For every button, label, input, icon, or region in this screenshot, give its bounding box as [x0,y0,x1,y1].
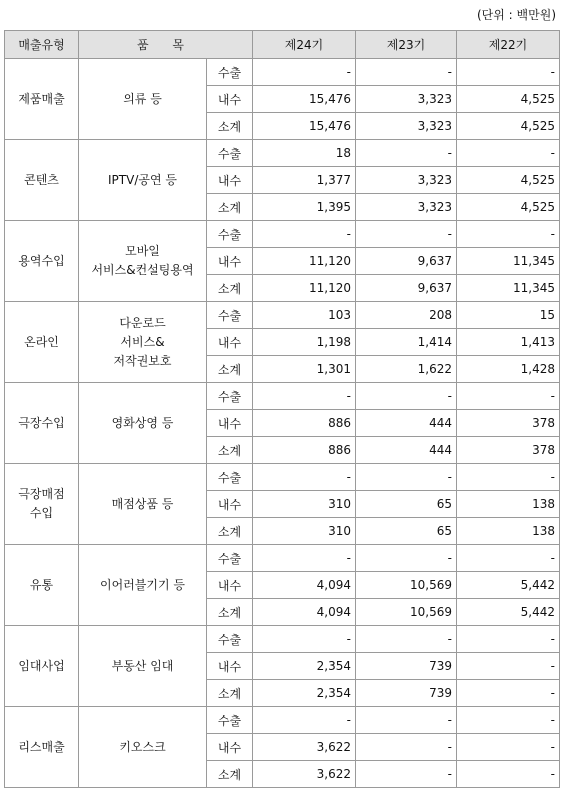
sales-kind-cell: 소계 [207,275,253,302]
value-cell-period-22: 138 [457,518,560,545]
table-row [5,626,560,653]
value-cell-period-22: - [457,653,560,680]
value-cell-period-23: 208 [356,302,457,329]
value-cell-period-23: 65 [356,491,457,518]
item-label: 서비스& [120,334,165,349]
value-cell-period-24: 1,198 [253,329,356,356]
value-cell-period-24: 1,395 [253,194,356,221]
sales-kind-cell: 수출 [207,59,253,86]
sales-type-cell [5,707,79,788]
item-label: 키오스크 [119,739,166,754]
sales-kind-cell: 소계 [207,113,253,140]
value-cell-period-22: - [457,545,560,572]
sales-kind-cell: 소계 [207,761,253,788]
item-cell [79,59,207,140]
sales-type-cell [5,464,79,545]
value-cell-period-23: - [356,59,457,86]
table-row [5,140,560,167]
item-label: 다운로드 [119,315,166,330]
value-cell-period-23: 1,414 [356,329,457,356]
value-cell-period-23: - [356,221,457,248]
sales-type-label: 극장수입 [18,415,65,430]
sales-kind-cell: 수출 [207,383,253,410]
value-cell-period-24: - [253,626,356,653]
value-cell-period-23: - [356,545,457,572]
value-cell-period-23: 3,323 [356,194,457,221]
value-cell-period-24: - [253,707,356,734]
item-cell [79,707,207,788]
value-cell-period-23: - [356,383,457,410]
sales-type-label: 임대사업 [18,658,65,673]
sales-kind-cell: 소계 [207,437,253,464]
value-cell-period-22: 1,428 [457,356,560,383]
value-cell-period-24: 15,476 [253,86,356,113]
value-cell-period-24: 11,120 [253,275,356,302]
value-cell-period-24: 4,094 [253,572,356,599]
value-cell-period-23: 3,323 [356,113,457,140]
value-cell-period-22: - [457,383,560,410]
item-cell [79,140,207,221]
value-cell-period-22: 11,345 [457,275,560,302]
sales-type-label: 제품매출 [18,91,65,106]
value-cell-period-24: - [253,221,356,248]
sales-type-label: 수입 [29,506,54,520]
sales-type-label: 리스매출 [18,739,65,754]
value-cell-period-24: - [253,383,356,410]
sales-type-label: 극장매점 [18,487,65,501]
unit-note: (단위 : 백만원) [477,8,556,22]
value-cell-period-22: - [457,707,560,734]
sales-type-label: 유통 [29,577,54,592]
value-cell-period-24: 2,354 [253,680,356,707]
value-cell-period-24: 3,622 [253,761,356,788]
sales-type-cell [5,59,79,140]
value-cell-period-24: 2,354 [253,653,356,680]
value-cell-period-22: 4,525 [457,167,560,194]
value-cell-period-24: - [253,464,356,491]
value-cell-period-24: 3,622 [253,734,356,761]
sales-type-label: 온라인 [24,334,59,349]
sales-kind-cell: 수출 [207,545,253,572]
sales-kind-cell: 내수 [207,248,253,275]
value-cell-period-24: 886 [253,410,356,437]
sales-kind-cell: 수출 [207,707,253,734]
sales-type-label: 용역수입 [18,253,65,268]
table-row [5,302,560,329]
sales-kind-cell: 내수 [207,653,253,680]
item-label: 저작권보호 [113,353,172,368]
value-cell-period-22: 4,525 [457,113,560,140]
value-cell-period-23: 10,569 [356,599,457,626]
item-label: 영화상영 등 [111,415,174,430]
value-cell-period-23: 9,637 [356,248,457,275]
value-cell-period-23: 9,637 [356,275,457,302]
value-cell-period-22: - [457,734,560,761]
item-cell [79,626,207,707]
value-cell-period-22: 15 [457,302,560,329]
value-cell-period-23: 1,622 [356,356,457,383]
table-row [5,464,560,491]
sales-kind-cell: 수출 [207,140,253,167]
header-item: 품 목 [79,31,253,59]
sales-kind-cell: 소계 [207,680,253,707]
sales-type-cell [5,626,79,707]
sales-kind-cell: 소계 [207,356,253,383]
sales-kind-cell: 내수 [207,491,253,518]
value-cell-period-23: - [356,140,457,167]
sales-kind-cell: 소계 [207,599,253,626]
value-cell-period-24: - [253,545,356,572]
sales-kind-cell: 내수 [207,734,253,761]
item-label: 이어러블기기 등 [100,577,185,592]
value-cell-period-22: 4,525 [457,194,560,221]
header-sales-type: 매출유형 [5,31,79,59]
value-cell-period-22: - [457,626,560,653]
value-cell-period-22: 5,442 [457,599,560,626]
value-cell-period-22: - [457,221,560,248]
value-cell-period-22: - [457,464,560,491]
value-cell-period-23: 444 [356,437,457,464]
value-cell-period-24: 310 [253,491,356,518]
sales-kind-cell: 소계 [207,194,253,221]
value-cell-period-24: - [253,59,356,86]
item-cell [79,302,207,383]
value-cell-period-22: 1,413 [457,329,560,356]
item-label: 모바일 [125,244,160,258]
value-cell-period-23: - [356,626,457,653]
value-cell-period-23: 739 [356,653,457,680]
value-cell-period-24: 103 [253,302,356,329]
sales-type-label: 콘텐츠 [24,172,59,187]
value-cell-period-22: 378 [457,437,560,464]
sales-kind-cell: 내수 [207,572,253,599]
sales-table [4,30,560,788]
item-label: 서비스&컨설팅용역 [91,263,194,277]
value-cell-period-22: 138 [457,491,560,518]
item-cell [79,221,207,302]
sales-kind-cell: 내수 [207,167,253,194]
sales-type-cell [5,221,79,302]
sales-kind-cell: 소계 [207,518,253,545]
value-cell-period-22: - [457,680,560,707]
value-cell-period-24: 18 [253,140,356,167]
item-label: 부동산 임대 [111,658,174,673]
header-row [5,31,560,59]
item-cell [79,464,207,545]
value-cell-period-23: - [356,464,457,491]
value-cell-period-23: - [356,707,457,734]
value-cell-period-23: 10,569 [356,572,457,599]
header-period-23: 제23기 [356,31,457,59]
sales-kind-cell: 내수 [207,329,253,356]
header-period-24: 제24기 [253,31,356,59]
table-row [5,545,560,572]
value-cell-period-22: - [457,761,560,788]
value-cell-period-22: 4,525 [457,86,560,113]
value-cell-period-22: 5,442 [457,572,560,599]
value-cell-period-22: - [457,59,560,86]
value-cell-period-23: 739 [356,680,457,707]
value-cell-period-23: 444 [356,410,457,437]
sales-kind-cell: 수출 [207,626,253,653]
table-row [5,221,560,248]
value-cell-period-24: 1,301 [253,356,356,383]
sales-kind-cell: 수출 [207,464,253,491]
sales-type-cell [5,383,79,464]
value-cell-period-24: 4,094 [253,599,356,626]
value-cell-period-23: 3,323 [356,167,457,194]
sales-kind-cell: 수출 [207,221,253,248]
table-row [5,707,560,734]
item-cell [79,545,207,626]
item-label: 매점상품 등 [111,496,174,511]
value-cell-period-24: 1,377 [253,167,356,194]
value-cell-period-23: - [356,761,457,788]
value-cell-period-24: 11,120 [253,248,356,275]
header-period-22: 제22기 [457,31,560,59]
sales-kind-cell: 내수 [207,410,253,437]
item-label: 의류 등 [123,91,162,106]
value-cell-period-24: 15,476 [253,113,356,140]
value-cell-period-23: 3,323 [356,86,457,113]
sales-type-cell [5,140,79,221]
sales-type-cell [5,545,79,626]
value-cell-period-22: 11,345 [457,248,560,275]
value-cell-period-22: 378 [457,410,560,437]
sales-kind-cell: 수출 [207,302,253,329]
sales-type-cell [5,302,79,383]
item-cell [79,383,207,464]
table-row [5,383,560,410]
value-cell-period-24: 886 [253,437,356,464]
value-cell-period-22: - [457,140,560,167]
value-cell-period-23: 65 [356,518,457,545]
table-row [5,59,560,86]
value-cell-period-24: 310 [253,518,356,545]
sales-kind-cell: 내수 [207,86,253,113]
item-label: IPTV/공연 등 [108,172,177,187]
value-cell-period-23: - [356,734,457,761]
